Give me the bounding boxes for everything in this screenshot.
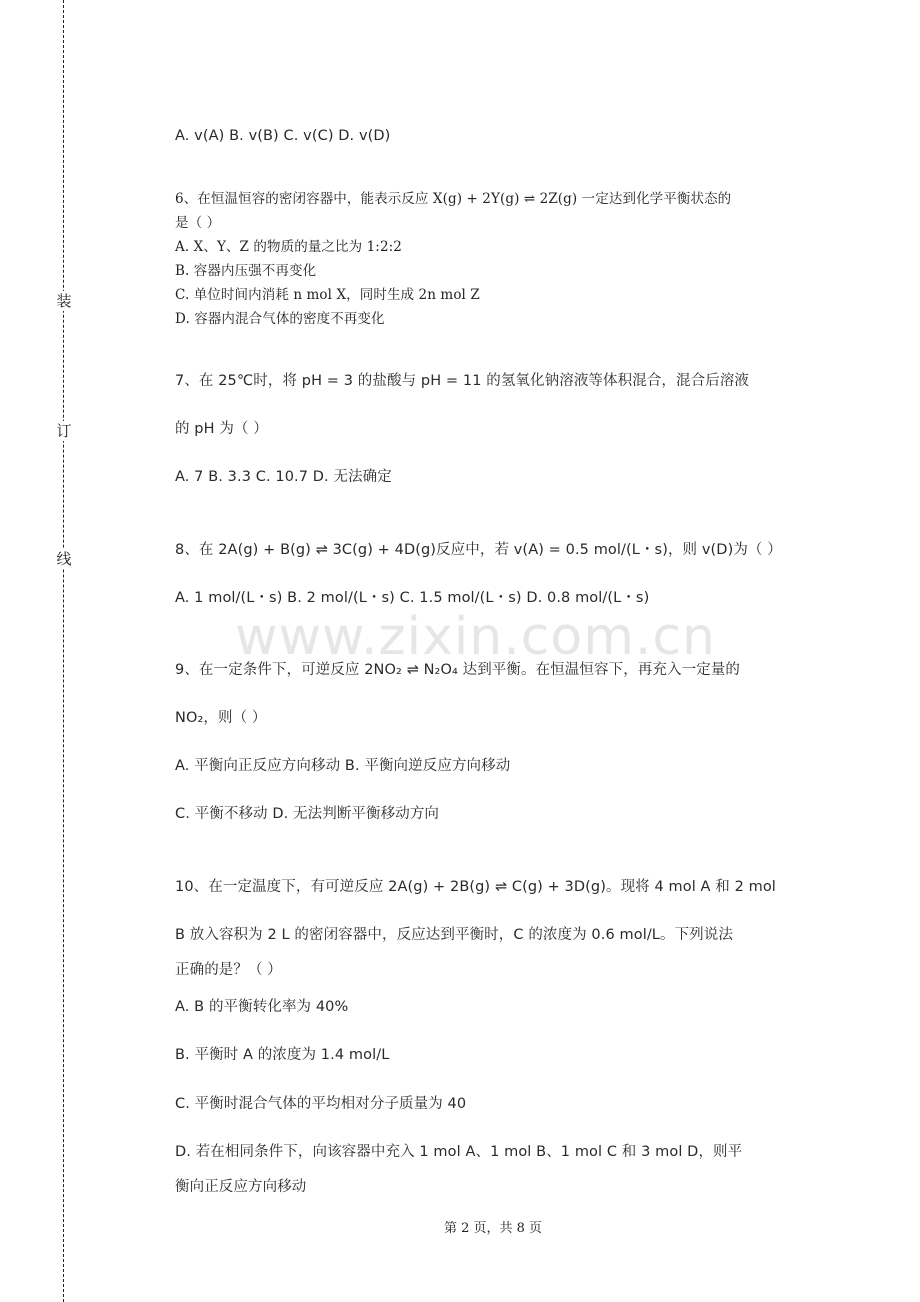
q6-option-c: C. 单位时间内消耗 n mol X，同时生成 2n mol Z [175,287,480,303]
q8-options-line: A. 1 mol/(L・s) B. 2 mol/(L・s) C. 1.5 mol/(L・s) D. 0.8 mol/(L・s) [175,590,650,606]
q9-options-cd: C. 平衡不移动 D. 无法判断平衡移动方向 [175,806,440,822]
page-footer [0,1217,920,1236]
q7-stem-line-1: 7、在 25℃时，将 pH = 3 的盐酸与 pH = 11 的氢氧化钠溶液等体积混合，混合后溶液 [175,373,750,389]
q9-stem-line-2: NO₂，则（ ） [175,710,267,726]
q10-stem-line-3: 正确的是？（ ） [175,962,282,978]
watermark: www.zixin.com.cn [235,607,716,667]
q9-options-ab: A. 平衡向正反应方向移动 B. 平衡向逆反应方向移动 [175,758,511,774]
binding-char-ding: 订 [54,421,74,441]
q7-options-line: A. 7 B. 3.3 C. 10.7 D. 无法确定 [175,469,392,485]
q5-options-line: A. v(A) B. v(B) C. v(C) D. v(D) [175,128,391,144]
q7-stem-line-2: 的 pH 为（ ） [175,421,268,437]
q8-stem-line: 8、在 2A(g) + B(g) ⇌ 3C(g) + 4D(g)反应中，若 v(A) = 0.5 mol/(L・s)，则 v(D)为（ ） [175,542,782,558]
q6-stem-line-1: 6、在恒温恒容的密闭容器中，能表示反应 X(g) + 2Y(g) ⇌ 2Z(g) 一定达到化学平衡状态的 [175,191,732,207]
q6-stem-line-2: 是（ ） [175,215,221,231]
q10-stem-line-2: B 放入容积为 2 L 的密闭容器中，反应达到平衡时，C 的浓度为 0.6 mol/L。下列说法 [175,927,733,943]
page-number: 第 2 页，共 8 页 [443,1221,543,1236]
q9-stem-line-1: 9、在一定条件下，可逆反应 2NO₂ ⇌ N₂O₄ 达到平衡。在恒温恒容下，再充入一定量的 [175,662,740,678]
q10-option-c: C. 平衡时混合气体的平均相对分子质量为 40 [175,1096,467,1112]
q6-option-a: A. X、Y、Z 的物质的量之比为 1:2:2 [175,239,402,255]
q10-option-b: B. 平衡时 A 的浓度为 1.4 mol/L [175,1047,390,1063]
q10-option-a: A. B 的平衡转化率为 40% [175,999,349,1015]
q10-stem-line-1: 10、在一定温度下，有可逆反应 2A(g) + 2B(g) ⇌ C(g) + 3D(g)。现将 4 mol A 和 2 mol [175,879,776,895]
q6-option-d: D. 容器内混合气体的密度不再变化 [175,311,385,327]
binding-char-zhuang: 装 [54,291,74,311]
binding-char-xian: 线 [54,549,74,569]
q6-option-b: B. 容器内压强不再变化 [175,263,317,279]
q10-option-d-line-1: D. 若在相同条件下，向该容器中充入 1 mol A、1 mol B、1 mol C 和 3 mol D，则平 [175,1144,743,1160]
q10-option-d-line-2: 衡向正反应方向移动 [175,1179,307,1195]
binding-dashed-line [63,0,64,1302]
